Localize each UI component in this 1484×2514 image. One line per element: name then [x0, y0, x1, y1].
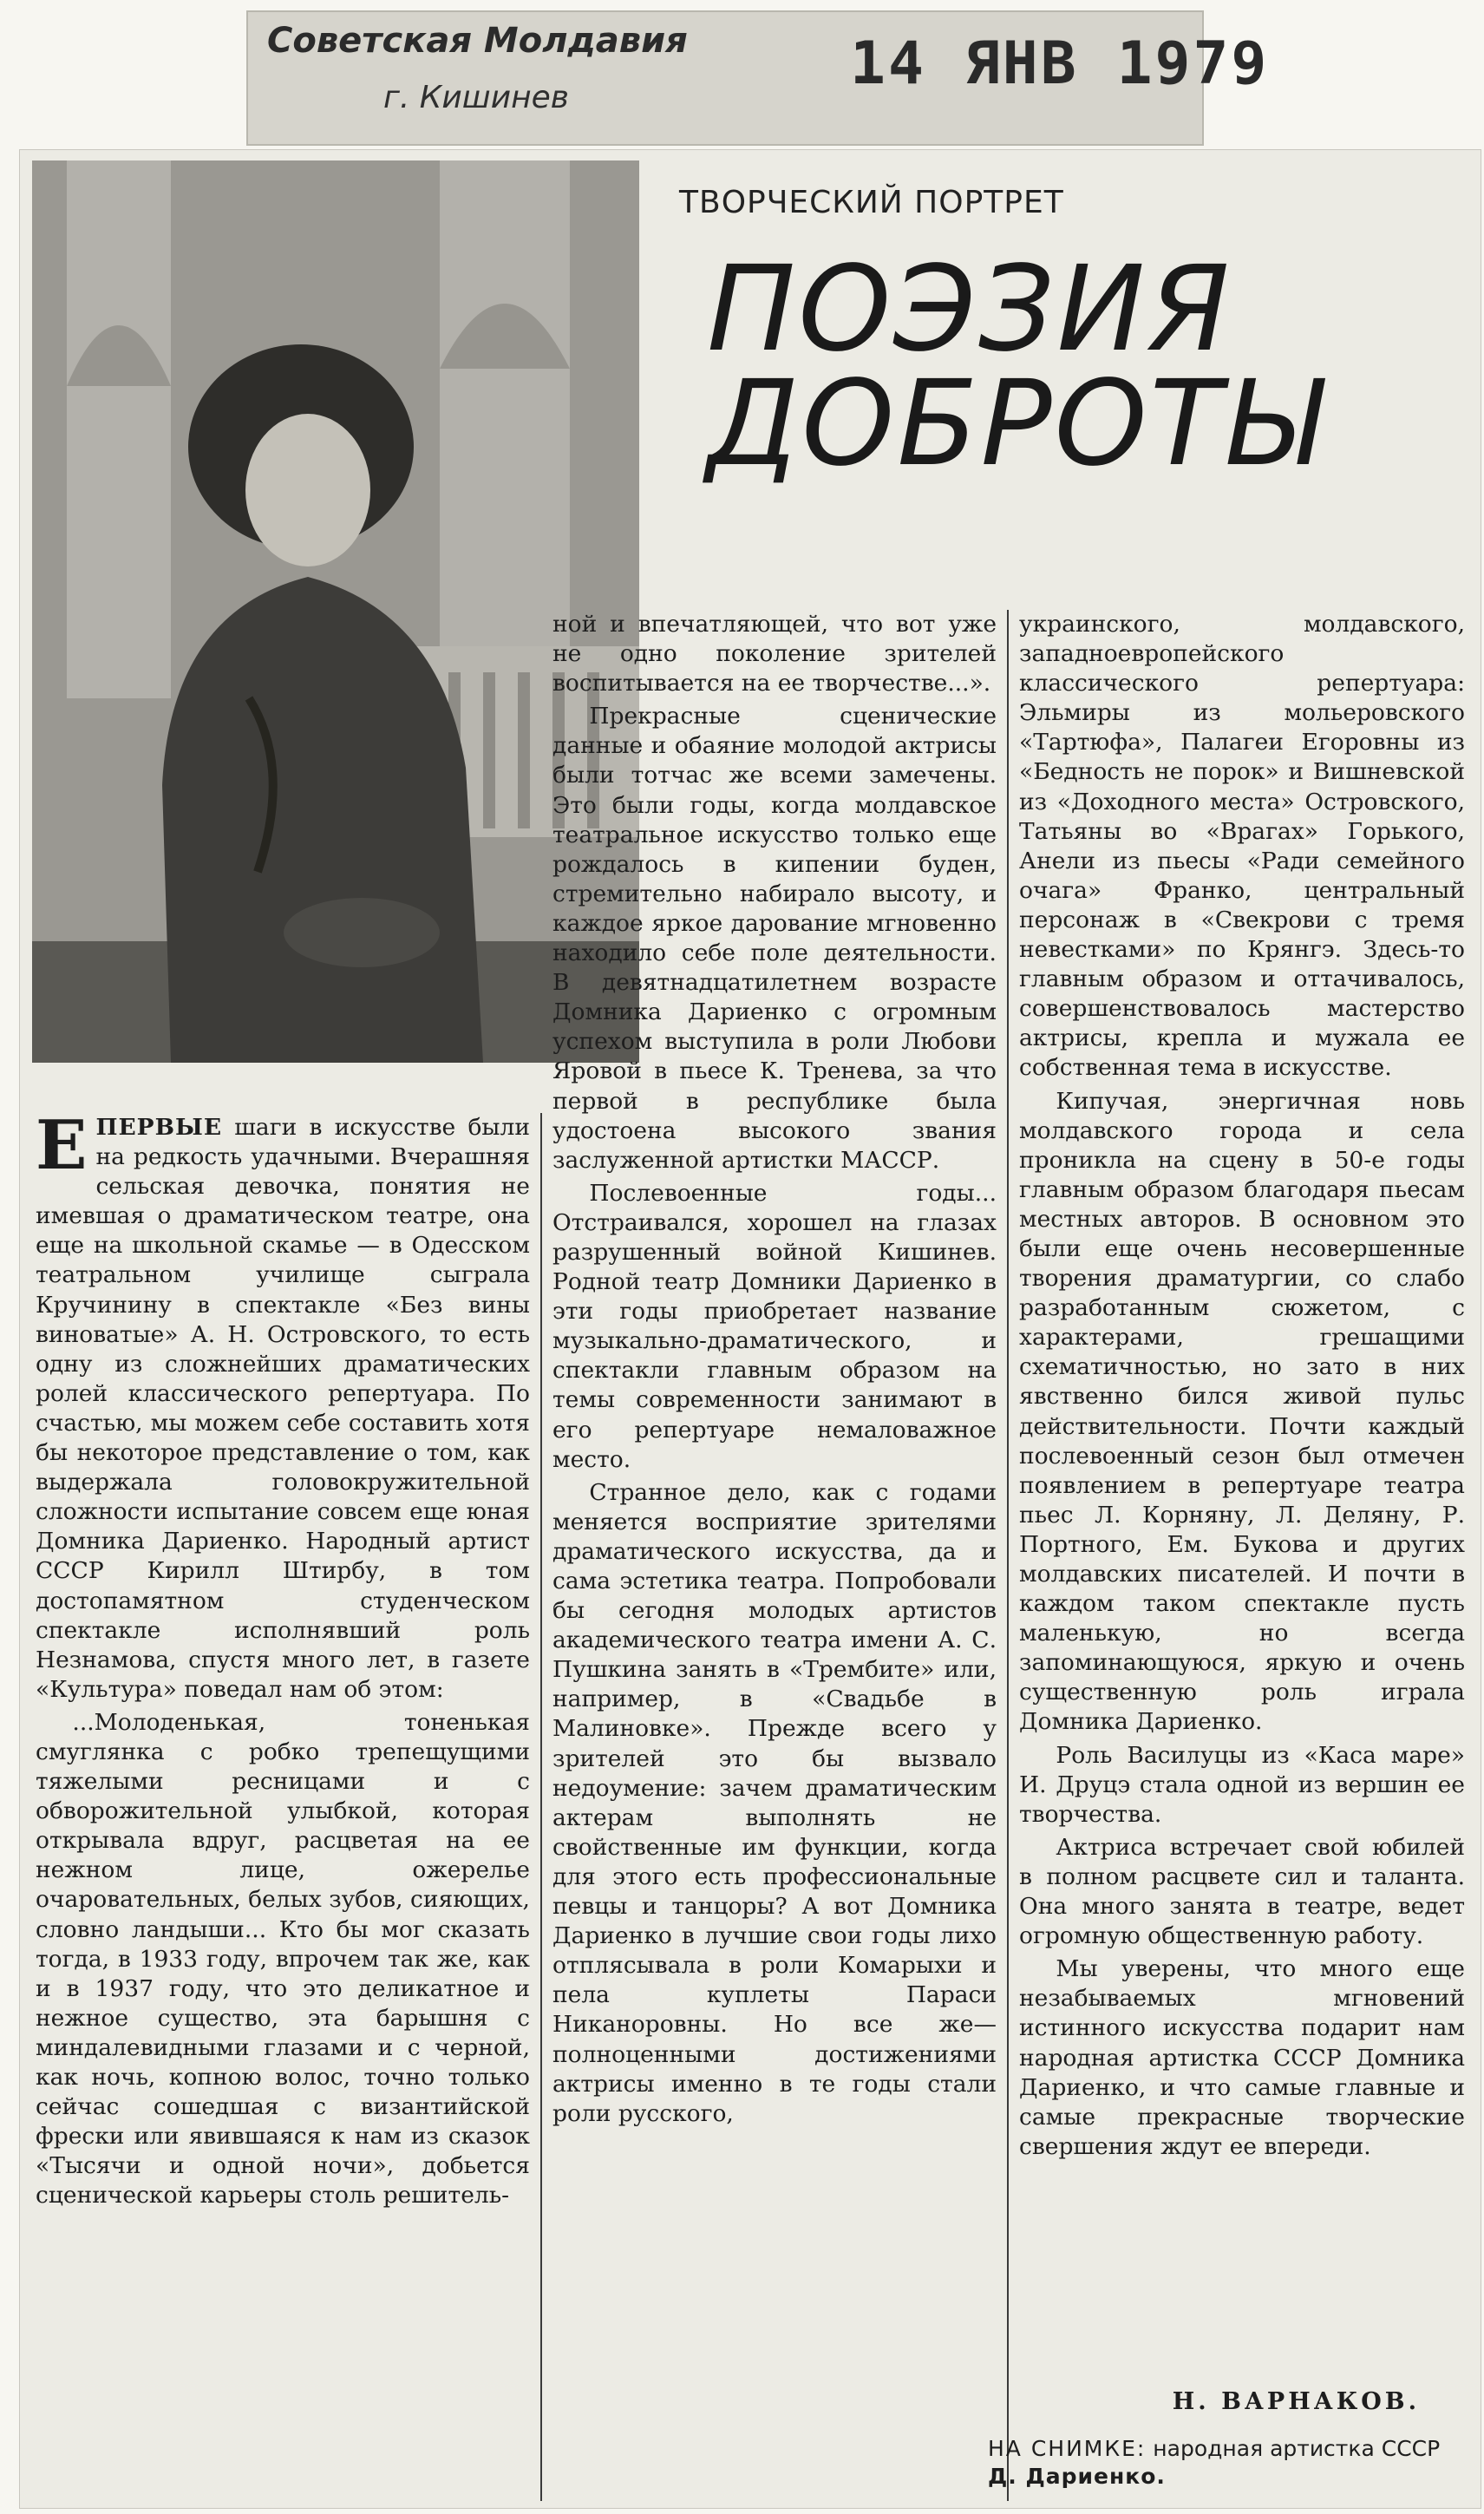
article-sheet — [19, 149, 1481, 2509]
col3-paragraph-5: Мы уверены, что много еще незабываемых мгновений истинного искусства подарит нам народная артистка СССР Домника Дариенко, и что самые главные и самые прекрасные творческие свершения ждут ее впереди. — [1019, 1955, 1465, 2160]
col3-paragraph-2: Кипучая, энергичная новь молдавского города и села проникла на сцену в 50-е годы главным образом благодаря пьесам местных авторов. В основном это были еще очень несовершенные творения драматургии, со слабо разработанным сюжетом, с характерами, грешащими схематичностью, но зато в них явственно бился живой пульс действительности. Почти каждый послевоенный сезон был отмечен появлением в репертуаре театра пьес Л. Корняну, Л. Деляну, Р. Портного, Ем. Букова и других молдавских писателей. И почти в каждом таком спектакле пусть маленькую, но всегда запоминающуюся, яркую и очень существенную роль играла Домника Дариенко. — [1019, 1087, 1465, 1736]
col1-paragraph-2: ...Молоденькая, тоненькая смуглянка с робко трепещущими тяжелыми ресницами и с обворожительной улыбкой, которая открывала вдруг, расцветая на ее нежном лице, ожерелье очаровательных, белых зубов, сияющих, словно ландыши... Кто бы мог сказать тогда, в 1933 году, впрочем так же, как и в 1937 году, что это деликатное и нежное существо, эта барышня с миндалевидными глазами и с черной, как ночь, копною волос, точно только сейчас сошедшая с византийской фрески или явившаяся к нам из сказок «Тысячи и одной ночи», добьется сценической карьеры столь решитель- — [36, 1708, 530, 2210]
headline-line2: ДОБРОТЫ — [707, 356, 1324, 493]
col2-paragraph-2: Прекрасные сценические данные и обаяние молодой актрисы были тотчас же всеми замечены. Это были годы, когда молдавское театральное искусство только еще рождалось в кипении буден, стремительно набирало высоту, и каждое яркое дарование мгновенно находило себе поле деятельности. В девятнадцатилетнем возрасте Домника Дариенко с огромным успехом выступила в роли Любови Яровой в пьесе К. Тренева, за что первой в республике была удостоена высокого звания заслуженной артистки МАССР. — [552, 703, 997, 1174]
newspaper-name: Советская Молдавия — [267, 21, 688, 61]
caption-text: народная артистка СССР — [1153, 2436, 1441, 2461]
portrait-illustration — [32, 160, 639, 1063]
clipping-stamp — [246, 10, 1270, 146]
col3-paragraph-4: Актриса встречает свой юбилей в полном расцвете сил и таланта. Она много занята в театре, ведет огромную общественную работу. — [1019, 1833, 1465, 1950]
rubric: ТВОРЧЕСКИЙ ПОРТРЕТ — [679, 185, 1064, 220]
headline — [707, 241, 1453, 493]
column-1 — [36, 1106, 530, 2210]
column-rule-2 — [1007, 610, 1009, 2501]
author-signature: Н. ВАРНАКОВ. — [1172, 2388, 1420, 2415]
lead-in: ПЕРВЫЕ — [95, 1114, 223, 1141]
col1-paragraph-1 — [36, 1106, 530, 1705]
column-3 — [1019, 610, 1465, 2162]
caption-label: НА СНИМКЕ: — [988, 2436, 1147, 2461]
col1-p1-text: шаги в искусстве были на редкость удачными. Вчерашняя сельская девочка, понятия не имевшая о драматическом театре, она еще на школьной скамье — в Одесском театральном училище сыграла Кручинину в спектакле «Без вины виноватые» А. Н. Островского, то есть одну из сложнейших драматических ролей классического репертуара. По счастью, мы можем себе составить хотя бы некоторое представление о том, как выдержала головокружительной сложности испытание совсем еще юная Домника Дариенко. Народный артист СССР Кирилл Штирбу, в том достопамятном студенческом спектакле исполнявший роль Незнамова, спустя много лет, в газете «Культура» поведал нам об этом: — [36, 1114, 530, 1703]
caption-name: Д. Дариенко. — [988, 2464, 1166, 2489]
drop-cap: Е — [36, 1106, 88, 1185]
portrait-photo — [32, 160, 639, 1063]
col3-paragraph-3: Роль Василуцы из «Каса маре» И. Друцэ стала одной из вершин ее творчества. — [1019, 1741, 1465, 1828]
headline-line1: ПОЭЗИЯ — [707, 241, 1232, 378]
clipping-date: 14 ЯНВ 1979 — [850, 29, 1270, 98]
photo-caption — [988, 2435, 1474, 2491]
column-2 — [552, 610, 997, 2129]
col2-paragraph-3: Послевоенные годы... Отстраивался, хорошел на глазах разрушенный войной Кишинев. Родной театр Домники Дариенко в эти годы приобретает название музыкально-драматического, и спектакли главным образом на темы современности занимают в его репертуаре немаловажное место. — [552, 1179, 997, 1473]
col2-paragraph-1: ной и впечатляющей, что вот уже не одно поколение зрителей воспитывается на ее творчестве...». — [552, 611, 997, 697]
newspaper-city: г. Кишинев — [383, 80, 569, 115]
col3-paragraph-1: украинского, молдавского, западноевропейского классического репертуара: Эльмиры из мольеровского «Тартюфа», Палагеи Егоровны из «Бедность не порок» и Вишневской из «Доходного места» Островского, Татьяны во «Врагах» Горького, Анели из пьесы «Ради семейного очага» Франко, центральный персонаж в «Свекрови с тремя невестками» по Крянгэ. Здесь-то главным образом и оттачивалось, совершенствовалось мастерство актрисы, крепла и мужала ее собственная тема в искусстве. — [1019, 611, 1465, 1082]
column-rule-1 — [540, 1113, 542, 2501]
col2-paragraph-4: Странное дело, как с годами меняется восприятие зрителями драматического искусства, да и сама эстетика театра. Попробовали бы сегодня молодых артистов академического театра имени А. С. Пушкина занять в «Трембите» или, например, в «Свадьбе в Малиновке». Прежде всего у зрителей это бы вызвало недоумение: зачем драматическим актерам выполнять не свойственные им функции, когда для этого есть профессиональные певцы и танцоры? А вот Домника Дариенко в лучшие свои годы лихо отплясывала в роли Комарыхи и пела куплеты Параси Никаноровны. Но все же—полноценными достижениями актрисы именно в те годы стали роли русского, — [552, 1478, 997, 2127]
